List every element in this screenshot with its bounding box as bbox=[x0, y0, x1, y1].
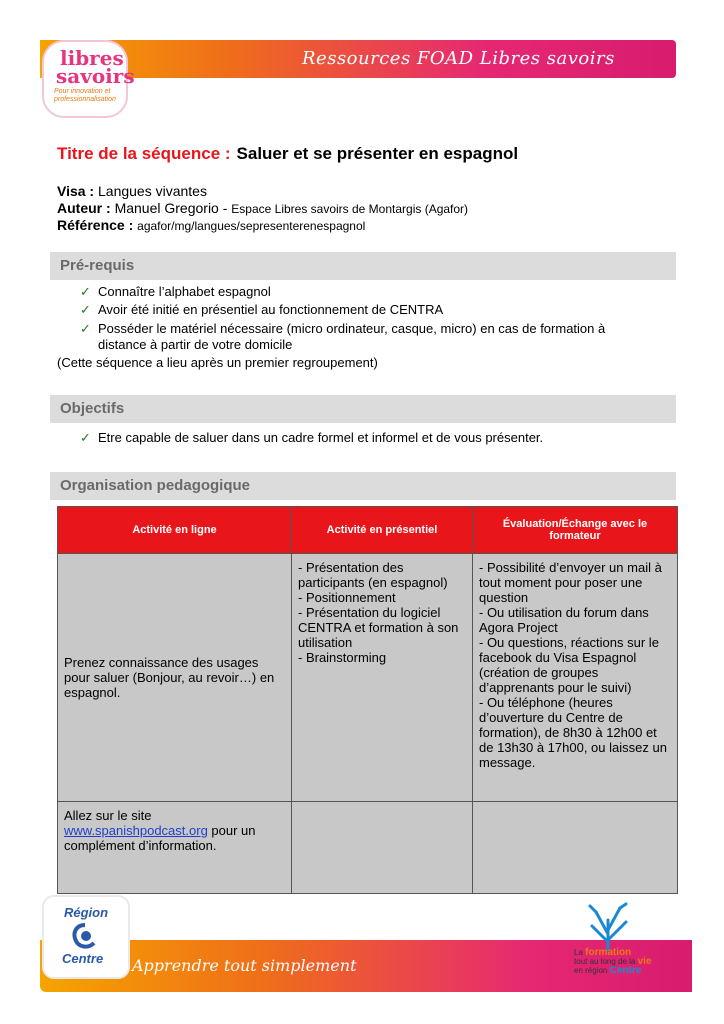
formation-word-la: La bbox=[574, 948, 583, 957]
formation-word-vie: vie bbox=[637, 956, 652, 967]
region-logo-line2: Centre bbox=[62, 951, 104, 966]
cell-online-activity bbox=[58, 802, 292, 894]
prerequis-heading: Pré-requis bbox=[60, 257, 135, 274]
evaluation-line: - Possibilité d’envoyer un mail à tout moment pour poser une question bbox=[479, 560, 662, 605]
cell-presentiel-activity bbox=[292, 554, 473, 802]
visa-line bbox=[57, 183, 207, 199]
footer-slogan: Apprendre tout simplement bbox=[132, 956, 357, 975]
reference-line bbox=[57, 217, 365, 233]
logo-subtitle: Pour innovation et professionnalisation bbox=[54, 88, 116, 103]
presentiel-line: - Présentation des participants (en espagnol) bbox=[298, 560, 448, 590]
presentiel-line: - Brainstorming bbox=[298, 650, 387, 665]
presentiel-line: - Positionnement bbox=[298, 590, 396, 605]
prerequis-note: (Cette séquence a lieu après un premier regroupement) bbox=[57, 355, 378, 370]
objectifs-section-header bbox=[50, 395, 676, 423]
header-title: Ressources FOAD Libres savoirs bbox=[302, 48, 615, 69]
table-header-row bbox=[58, 507, 678, 554]
objectifs-heading: Objectifs bbox=[60, 400, 125, 417]
column-header-online: Activité en ligne bbox=[58, 507, 292, 554]
logo-word-savoirs: savoirs bbox=[56, 64, 135, 88]
reference-value: agafor/mg/langues/sepresenterenespagnol bbox=[137, 219, 366, 233]
presentiel-line: - Présentation du logiciel CENTRA et formation à son utilisation bbox=[298, 605, 459, 650]
objectifs-item-text: Etre capable de saluer dans un cadre formel et informel et de vous présenter. bbox=[98, 430, 544, 445]
visa-value: Langues vivantes bbox=[98, 183, 207, 199]
sequence-title-value: Saluer et se présenter en espagnol bbox=[236, 144, 519, 163]
organisation-table bbox=[57, 506, 678, 894]
cell-evaluation bbox=[473, 554, 678, 802]
cell-online-activity bbox=[58, 554, 292, 802]
reference-label: Référence : bbox=[57, 217, 134, 233]
evaluation-line: - Ou téléphone (heures d’ouverture du Centre de formation), de 8h30 à 12h00 et de 13h30 à 17h00, ou laissez un message. bbox=[479, 695, 667, 770]
region-centre-logo bbox=[42, 895, 130, 979]
checkmark-icon: ✓ bbox=[80, 321, 91, 336]
auteur-value: Manuel Gregorio - bbox=[114, 200, 228, 216]
prerequis-section-header bbox=[50, 252, 676, 280]
libres-savoirs-logo bbox=[42, 40, 135, 118]
prerequis-item-text: Avoir été initié en présentiel au fonctionnement de CENTRA bbox=[98, 302, 444, 317]
online-link-suffix: pour un complément d’information. bbox=[64, 823, 256, 853]
online-link-prefix: Allez sur le site bbox=[64, 808, 152, 823]
formation-logo-text bbox=[574, 948, 674, 975]
column-header-presentiel: Activité en présentiel bbox=[292, 507, 473, 554]
auteur-detail: Espace Libres savoirs de Montargis (Agafor) bbox=[231, 202, 469, 216]
region-logo-line1: Région bbox=[64, 905, 109, 920]
prerequis-item-text: Connaître l’alphabet espagnol bbox=[98, 284, 271, 299]
auteur-line bbox=[57, 200, 468, 216]
organisation-section-header bbox=[50, 472, 676, 500]
table-row bbox=[58, 554, 678, 802]
cell-evaluation bbox=[473, 802, 678, 894]
online-activity-text: Prenez connaissance des usages pour saluer (Bonjour, au revoir…) en espagnol. bbox=[64, 655, 275, 700]
auteur-label: Auteur : bbox=[57, 200, 111, 216]
checkmark-icon: ✓ bbox=[80, 302, 91, 317]
table-row bbox=[58, 802, 678, 894]
evaluation-line: - Ou utilisation du forum dans Agora Project bbox=[479, 605, 649, 635]
formation-tagline: tout au long de la bbox=[574, 957, 636, 966]
column-header-evaluation: Évaluation/Échange avec le formateur bbox=[473, 507, 678, 554]
checkmark-icon: ✓ bbox=[80, 284, 91, 299]
logo-word-libres: libres bbox=[60, 46, 124, 70]
spanishpodcast-link[interactable]: www.spanishpodcast.org bbox=[64, 823, 208, 838]
cell-presentiel-activity bbox=[292, 802, 473, 894]
formation-word: formation bbox=[585, 947, 632, 958]
organisation-heading: Organisation pedagogique bbox=[60, 477, 251, 494]
checkmark-icon: ✓ bbox=[80, 430, 91, 445]
evaluation-line: - Ou questions, réactions sur le facebook du Visa Espagnol (création de groupes d’apprenants pour le suivi) bbox=[479, 635, 659, 695]
visa-label: Visa : bbox=[57, 183, 95, 199]
sequence-title bbox=[57, 144, 518, 164]
region-swirl-icon bbox=[70, 923, 100, 951]
sequence-title-label: Titre de la séquence : bbox=[57, 144, 231, 163]
formation-region-text: en région bbox=[574, 966, 608, 975]
prerequis-item-text: Posséder le matériel nécessaire (micro ordinateur, casque, micro) en cas de formation à distance à partir de votre domicile bbox=[98, 321, 606, 352]
formation-word-centre: Centre bbox=[609, 965, 642, 976]
